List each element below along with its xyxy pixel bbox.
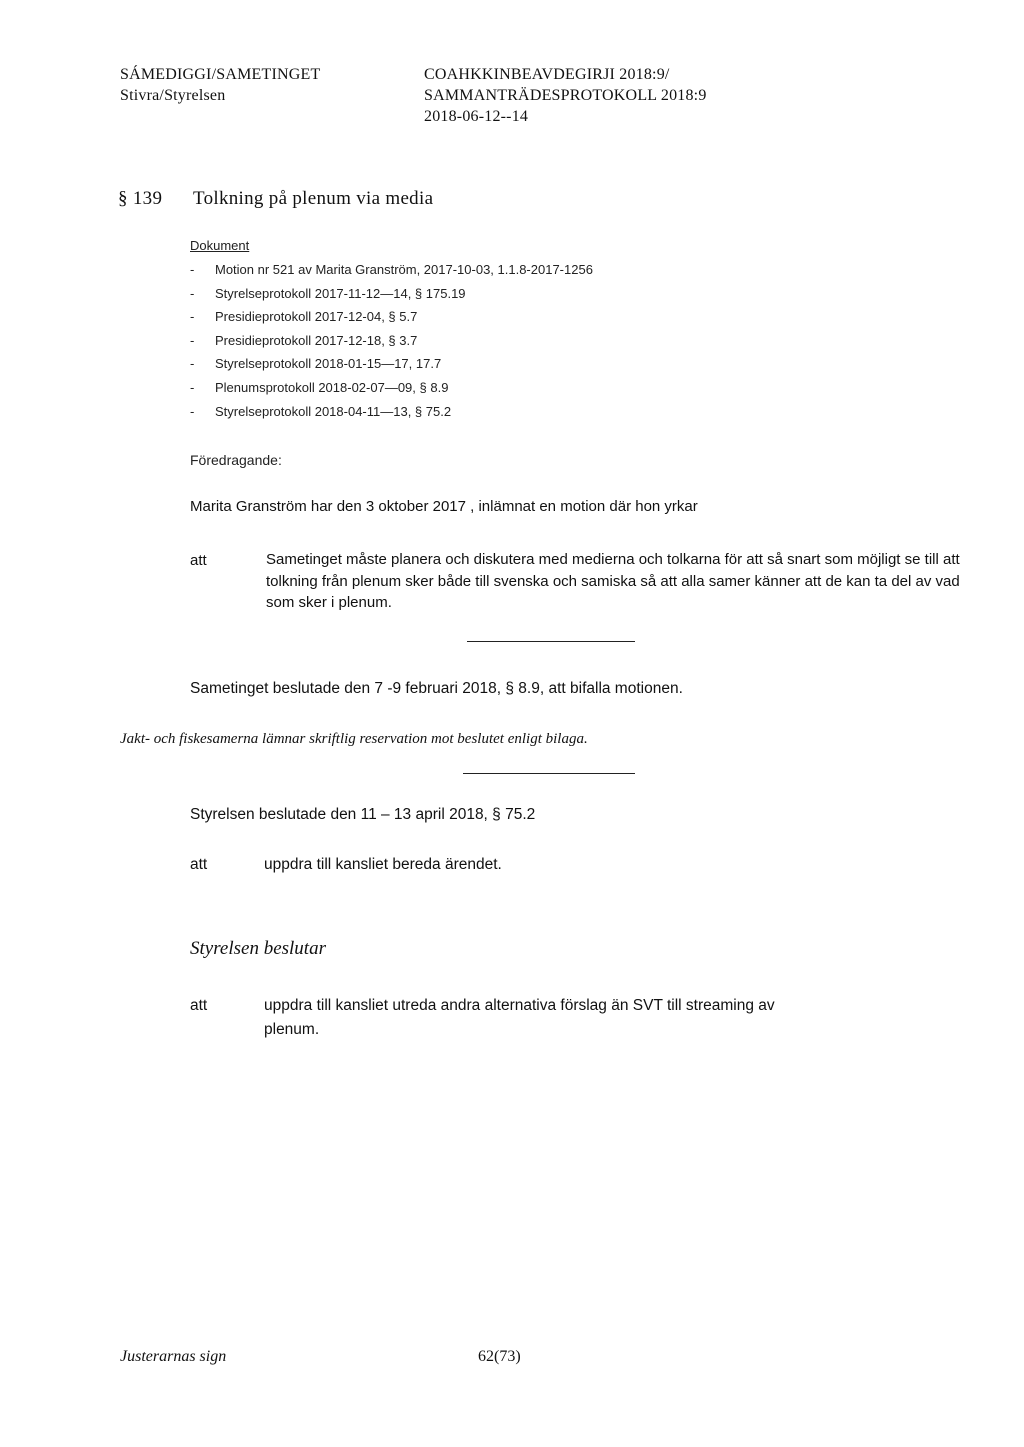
- list-item: - Styrelseprotokoll 2018-04-11—13, § 75.2: [190, 403, 452, 419]
- reservation-note: Jakt- och fiskesamerna lämnar skriftlig reservation mot beslutet enligt bilaga.: [120, 731, 588, 747]
- list-item: - Styrelseprotokoll 2018-01-15—17, 17.7: [190, 356, 442, 372]
- protocol-header: [424, 64, 707, 127]
- page-number: 62(73): [478, 1348, 521, 1365]
- organization-header: [120, 64, 320, 106]
- org-name: SÁMEDIGGI/SAMETINGET: [120, 66, 321, 83]
- protocol-name-swedish: SAMMANTRÄDESPROTOKOLL 2018:9: [424, 87, 707, 104]
- board-resolves-att-text-line1: uppdra till kansliet utreda andra alternativa förslag än SVT till streaming av: [264, 997, 775, 1014]
- documents-list: [190, 262, 593, 427]
- org-unit: Stivra/Styrelsen: [120, 87, 226, 104]
- motion-att-label: att: [190, 552, 207, 569]
- board-decision-att-label: att: [190, 856, 208, 873]
- list-item: - Presidieprotokoll 2017-12-04, § 5.7: [190, 309, 418, 325]
- list-item: - Plenumsprotokoll 2018-02-07—09, § 8.9: [190, 379, 449, 395]
- meeting-dates: 2018-06-12--14: [424, 108, 529, 125]
- motion-intro: Marita Granström har den 3 oktober 2017 , inlämnat en motion där hon yrkar: [190, 498, 698, 515]
- board-resolves-att-text-line2: plenum.: [264, 1021, 320, 1038]
- divider: [463, 773, 635, 774]
- documents-heading: Dokument: [190, 238, 250, 253]
- presenter-label: Föredragande:: [190, 452, 282, 468]
- list-item: - Styrelseprotokoll 2017-11-12—14, § 175.19: [190, 285, 466, 301]
- sametinget-decision: Sametinget beslutade den 7 -9 februari 2018, § 8.9, att bifalla motionen.: [190, 680, 683, 697]
- divider: [467, 641, 635, 642]
- board-resolves-heading: Styrelsen beslutar: [190, 938, 326, 959]
- list-item: - Presidieprotokoll 2017-12-18, § 3.7: [190, 332, 418, 348]
- board-resolves-att-label: att: [190, 997, 208, 1014]
- section-title: Tolkning på plenum via media: [193, 188, 434, 209]
- motion-text: Sametinget måste planera och diskutera med medierna och tolkarna för att så snart som möjligt se till att tolkning från plenum sker både till svenska och samiska så att alla samer känner att de kan ta del av vad som sker i plenum.: [266, 551, 960, 611]
- list-item: - Motion nr 521 av Marita Granström, 2017-10-03, 1.1.8-2017-1256: [190, 262, 593, 277]
- section-number: § 139: [118, 188, 163, 209]
- signature-label: Justerarnas sign: [120, 1348, 227, 1365]
- board-decision: Styrelsen beslutade den 11 – 13 april 2018, § 75.2: [190, 806, 536, 823]
- protocol-name-sami: COAHKKINBEAVDEGIRJI 2018:9/: [424, 66, 670, 83]
- board-decision-att-text: uppdra till kansliet bereda ärendet.: [264, 856, 502, 873]
